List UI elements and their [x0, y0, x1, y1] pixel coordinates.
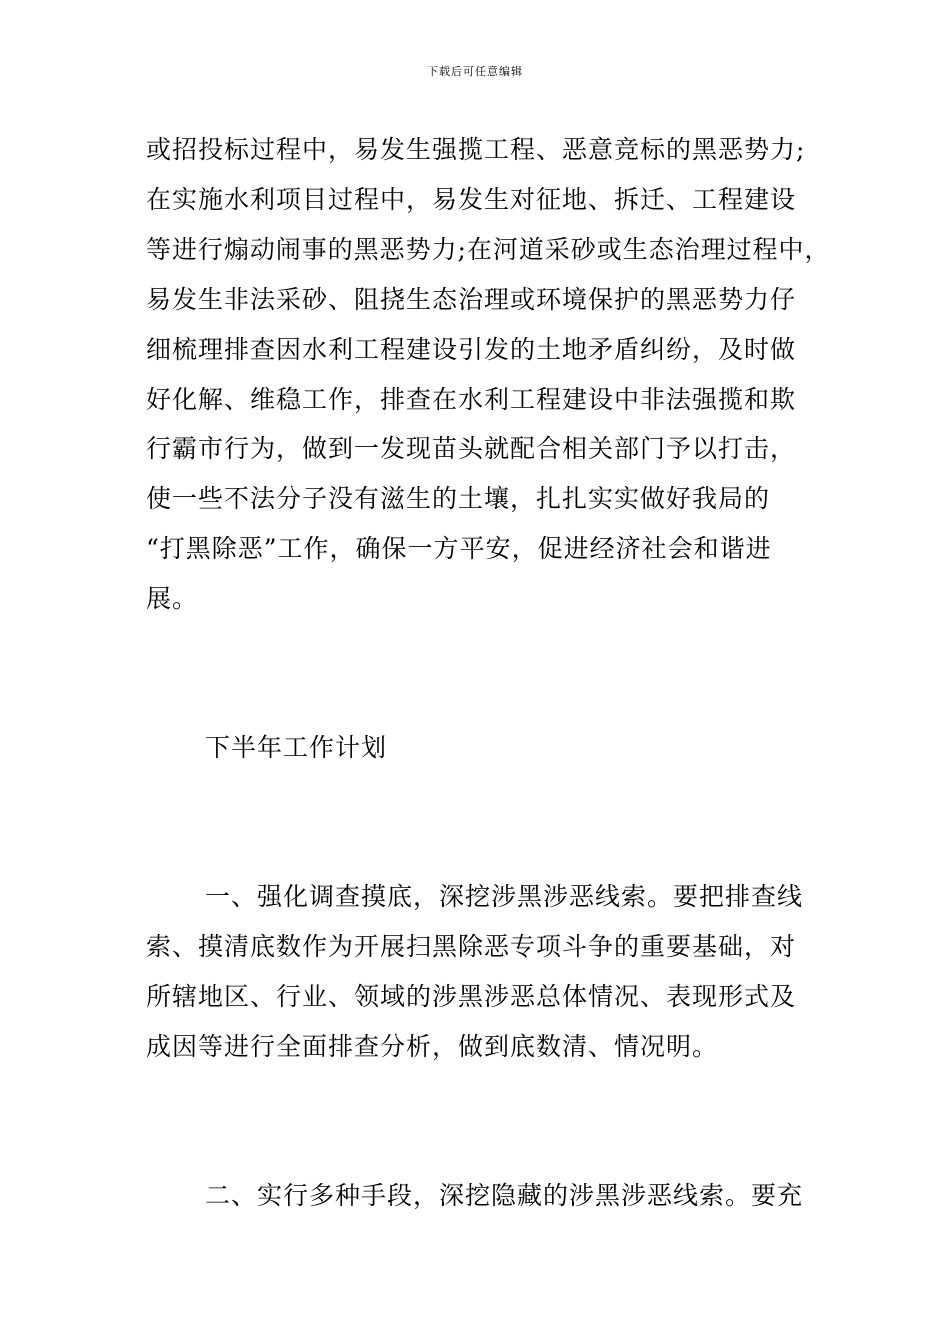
page-header: 下载后可任意编辑 — [427, 65, 523, 78]
paragraph-line: 索、摸清底数作为开展扫黑除恶专项斗争的重要基础，对 — [146, 932, 797, 961]
paragraph-line: 成因等进行全面排查分析，做到底数清、情况明。 — [146, 1032, 719, 1061]
paragraph-line: “打黑除恶”工作，确保一方平安，促进经济社会和谐进 — [146, 534, 772, 563]
paragraph-line: 或招投标过程中，易发生强揽工程、恶意竞标的黑恶势力; — [146, 135, 806, 164]
paragraph-line: 所辖地区、行业、领域的涉黑涉恶总体情况、表现形式及 — [146, 982, 797, 1011]
paragraph-line: 一、强化调查摸底，深挖涉黑涉恶线索。要把排查线 — [205, 882, 804, 911]
paragraph-line: 使一些不法分子没有滋生的土壤，扎扎实实做好我局的 — [146, 484, 771, 513]
paragraph-line: 等进行煽动闹事的黑恶势力;在河道采砂或生态治理过程中， — [146, 235, 831, 264]
paragraph-line: 易发生非法采砂、阻挠生态治理或环境保护的黑恶势力仔 — [146, 285, 797, 314]
section-heading: 下半年工作计划 — [205, 733, 388, 762]
paragraph-line: 好化解、维稳工作，排查在水利工程建设中非法强揽和欺 — [146, 385, 797, 414]
paragraph-line: 在实施水利项目过程中，易发生对征地、拆迁、工程建设 — [146, 185, 797, 214]
paragraph-line: 细梳理排查因水利工程建设引发的土地矛盾纠纷，及时做 — [146, 335, 797, 364]
paragraph-line: 二、实行多种手段，深挖隐藏的涉黑涉恶线索。要充 — [205, 1181, 804, 1210]
paragraph-line: 展。 — [146, 584, 199, 613]
paragraph-line: 行霸市行为，做到一发现苗头就配合相关部门予以打击， — [146, 434, 797, 463]
